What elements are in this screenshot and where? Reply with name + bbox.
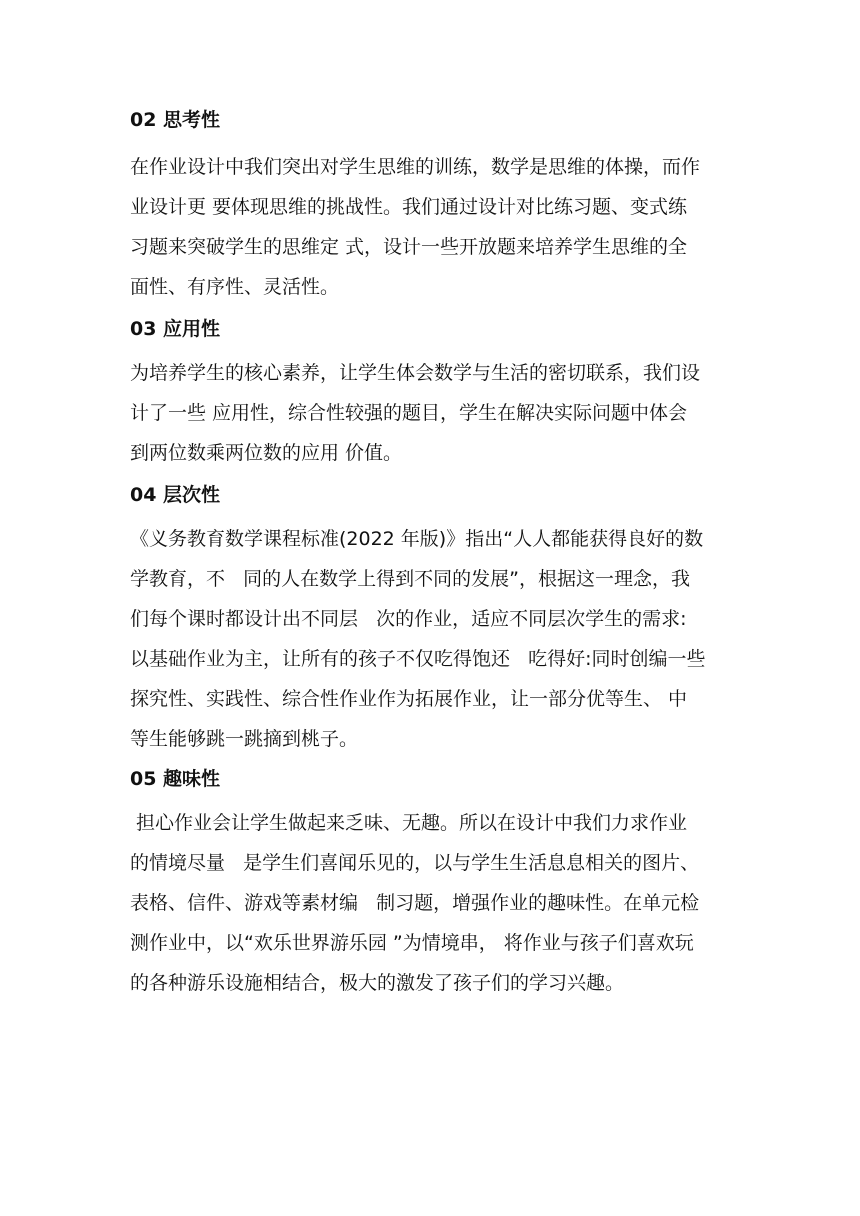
paragraph-line: 业设计更 要体现思维的挑战性。我们通过设计对比练习题、变式练 [130,196,688,218]
paragraph-line: 习题来突破学生的思维定 式，设计一些开放题来培养学生思维的全 [130,236,688,258]
document-page [130,108,735,1003]
paragraph-line: 表格、信件、游戏等素材编 制习题，增强作业的趣味性。在单元检 [130,892,700,914]
section-paragraph-application [130,353,735,473]
section-heading-interest: 05 趣味性 [130,768,221,790]
paragraph-line: 《义务教育数学课程标准(2022 年版)》指出“人人都能获得良好的数 [130,528,704,550]
section-heading-thinking: 02 思考性 [130,109,221,131]
section-paragraph-hierarchy [130,519,735,759]
paragraph-line: 以基础作业为主，让所有的孩子不仅吃得饱还 吃得好:同时创编一些 [130,648,706,670]
paragraph-line: 在作业设计中我们突出对学生思维的训练，数学是思维的体操，而作 [130,156,701,178]
paragraph-line: 为培养学生的核心素养，让学生体会数学与生活的密切联系，我们设 [130,362,701,384]
paragraph-line: 等生能够跳一跳摘到桃子。 [130,728,359,750]
paragraph-line: 探究性、实践性、综合性作业作为拓展作业，让一部分优等生、 中 [130,688,688,710]
paragraph-line: 担心作业会让学生做起来乏味、无趣。所以在设计中我们力求作业 [130,812,688,834]
section-paragraph-thinking [130,147,735,307]
section-paragraph-interest [130,803,735,1003]
section-heading-hierarchy: 04 层次性 [130,484,221,506]
section-heading-application: 03 应用性 [130,318,221,340]
paragraph-line: 测作业中，以“欢乐世界游乐园 ”为情境串， 将作业与孩子们喜欢玩 [130,932,694,954]
paragraph-line: 们每个课时都设计出不同层 次的作业，适应不同层次学生的需求: [130,608,687,630]
paragraph-line: 学教育，不 同的人在数学上得到不同的发展”，根据这一理念，我 [130,568,690,590]
paragraph-line: 到两位数乘两位数的应用 价值。 [130,442,403,464]
paragraph-line: 的各种游乐设施相结合，极大的激发了孩子们的学习兴趣。 [130,972,625,994]
paragraph-line: 面性、有序性、灵活性。 [130,276,340,298]
paragraph-line: 的情境尽量 是学生们喜闻乐见的，以与学生生活息息相关的图片、 [130,852,700,874]
paragraph-line: 计了一些 应用性，综合性较强的题目，学生在解决实际问题中体会 [130,402,688,424]
